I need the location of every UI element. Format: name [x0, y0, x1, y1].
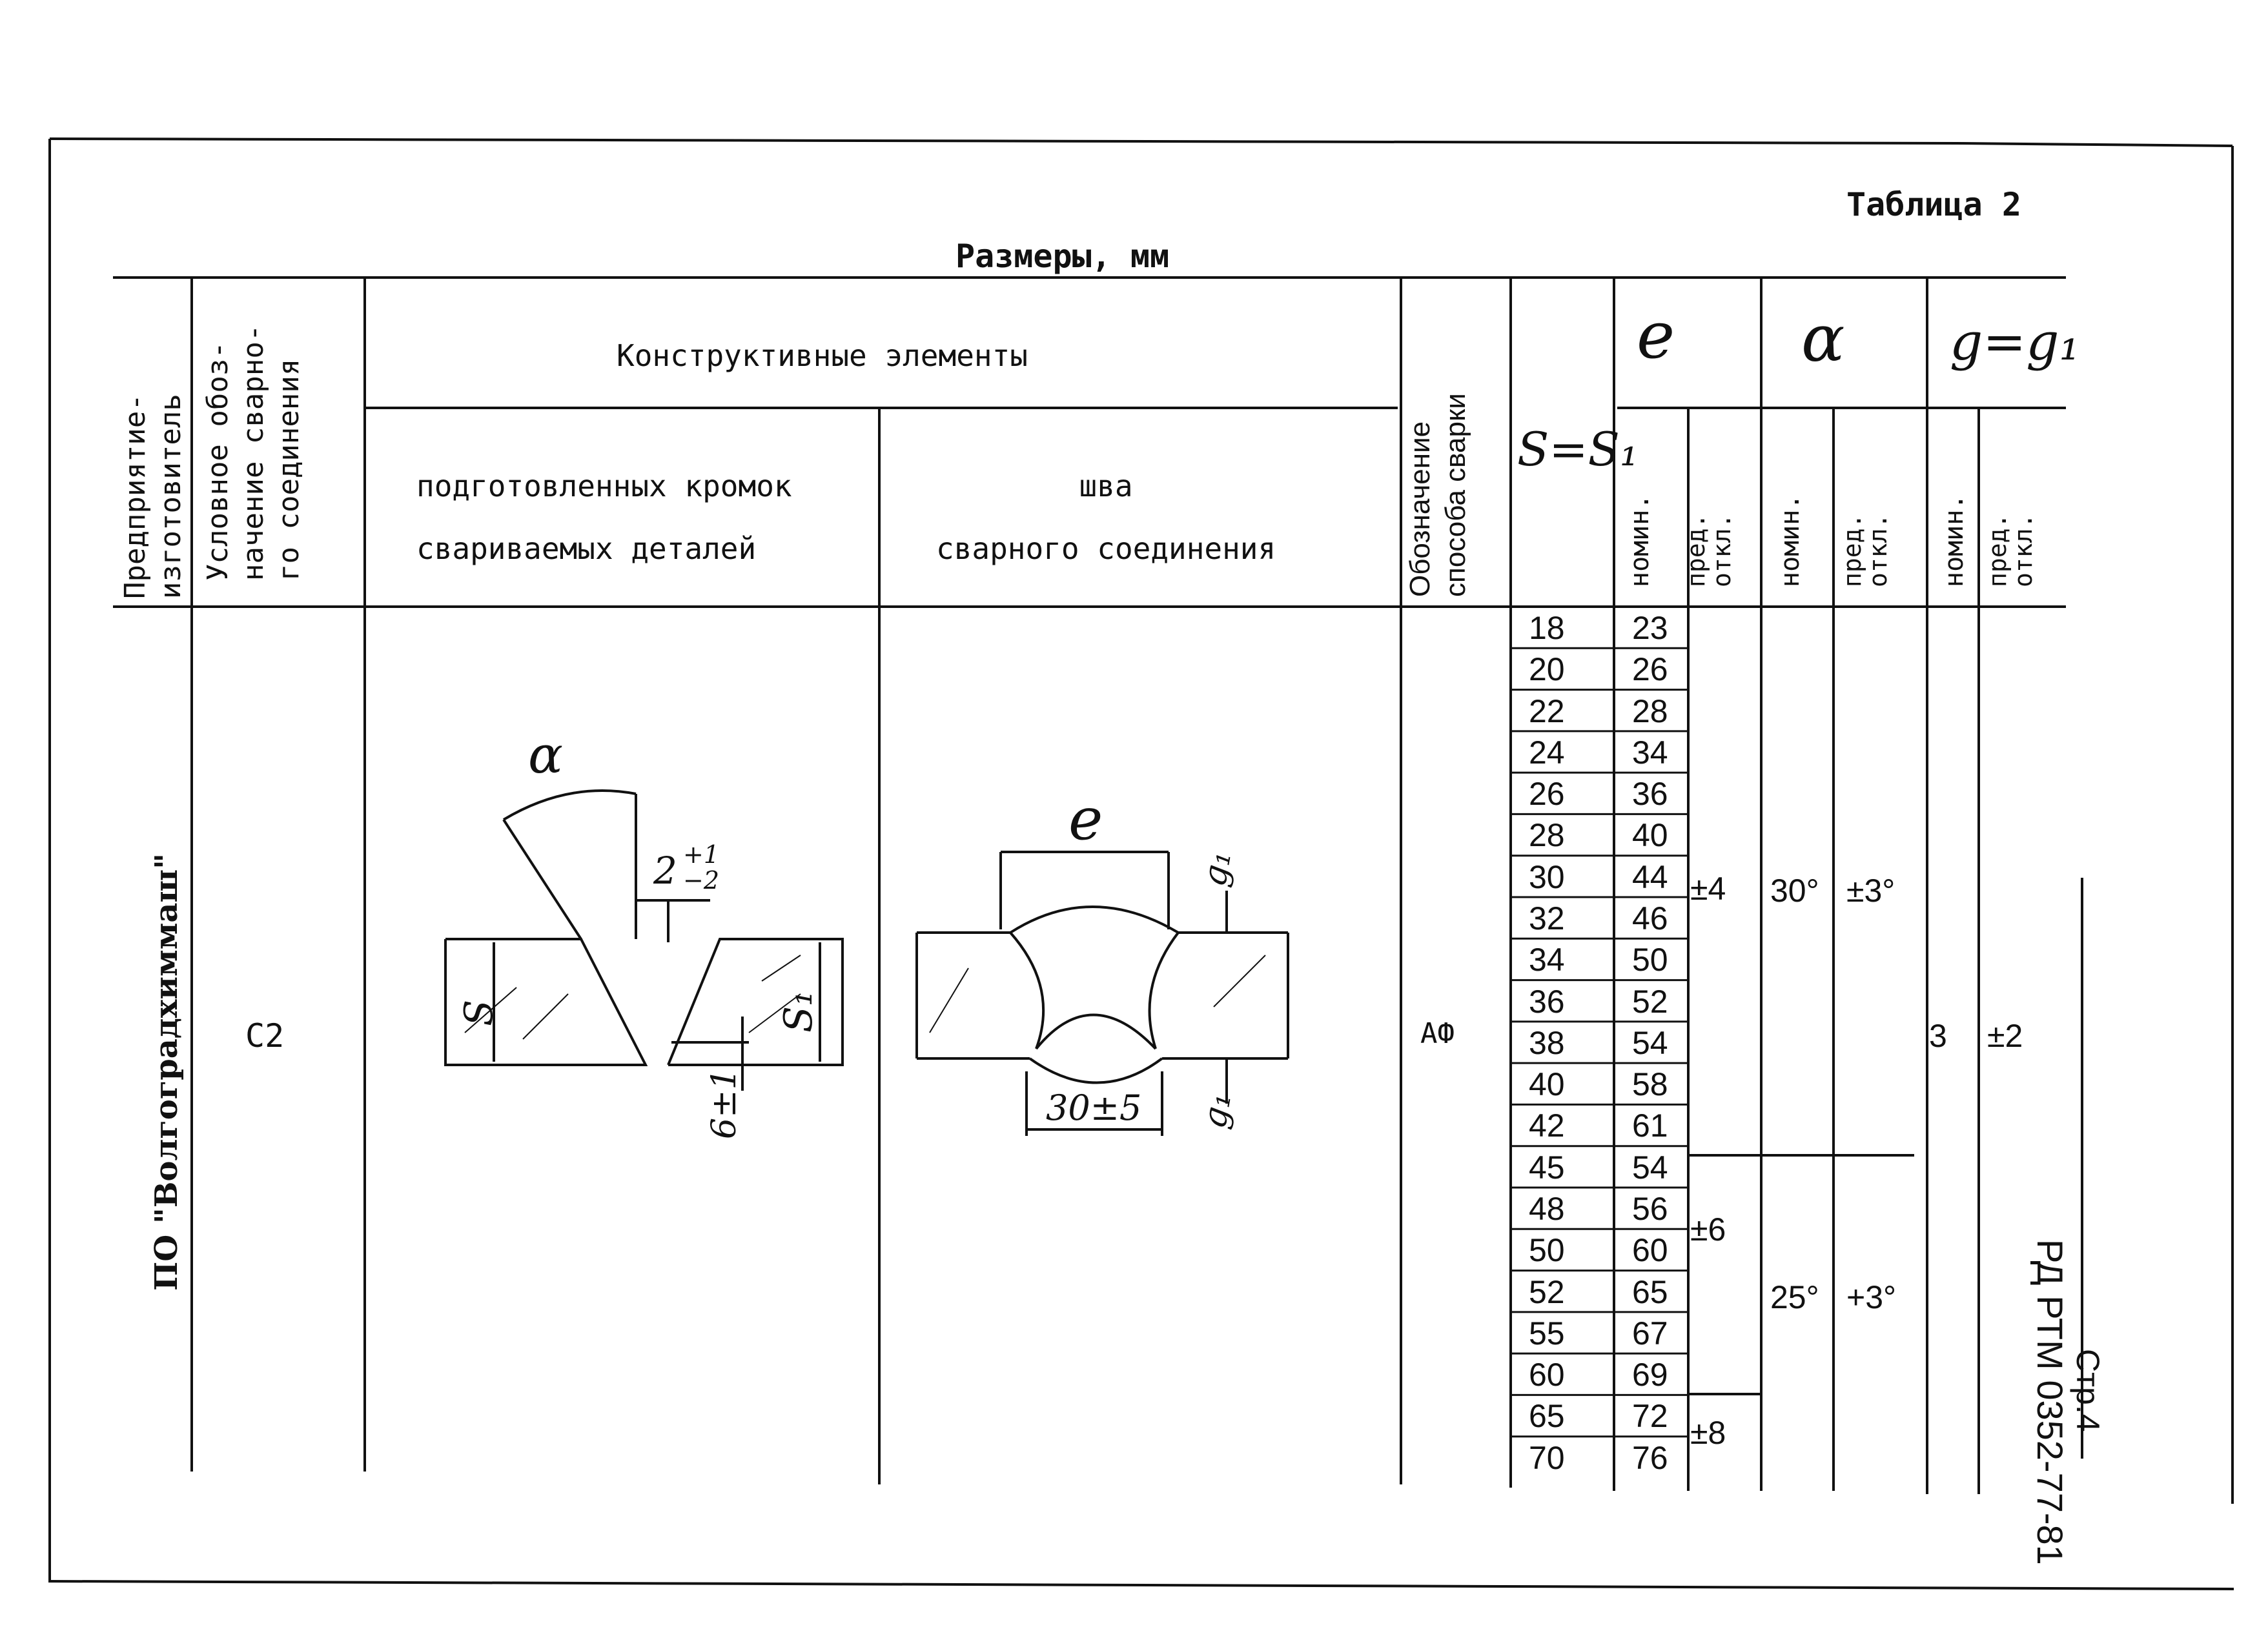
s-value: 48 — [1529, 1191, 1565, 1227]
header-welding-method: Обозначение способа сварки — [1404, 393, 1471, 597]
subheader-e-tolerance: пред. откл. — [1682, 513, 1736, 587]
e-value: 52 — [1632, 983, 1668, 1020]
s-value: 18 — [1529, 610, 1565, 646]
s-value: 50 — [1529, 1232, 1565, 1269]
table-label: Таблица 2 — [1846, 186, 2021, 223]
s-value: 60 — [1529, 1357, 1565, 1393]
e-value: 54 — [1632, 1024, 1668, 1061]
e-value: 50 — [1632, 942, 1668, 978]
g-nominal: 3 — [1929, 1018, 1947, 1054]
s-value: 32 — [1529, 900, 1565, 936]
e-tolerance-3: ±8 — [1690, 1415, 1726, 1451]
s-value: 30 — [1529, 858, 1565, 895]
header-alpha: α — [1801, 301, 1845, 376]
s-value: 40 — [1529, 1066, 1565, 1103]
subheader-e-nominal: номин. — [1625, 494, 1655, 587]
e-value: 28 — [1632, 693, 1668, 729]
e-value: 26 — [1632, 651, 1668, 688]
label-e: e — [1068, 785, 1103, 853]
s-value: 34 — [1529, 942, 1565, 978]
header-designation: Условное обоз- начение сварно- го соединения — [201, 324, 305, 581]
s-value: 26 — [1529, 776, 1565, 813]
s-value: 28 — [1529, 817, 1565, 854]
e-value: 44 — [1632, 858, 1668, 895]
subheader-g-tolerance: пред. откл. — [1983, 513, 2038, 587]
header-weld: шва сварного соединения — [936, 469, 1276, 566]
manufacturer-name: ПО "Волгоградхиммаш" — [148, 853, 185, 1291]
s-value: 42 — [1529, 1108, 1565, 1144]
e-value: 58 — [1632, 1066, 1668, 1103]
alpha-nominal-2: 25° — [1770, 1279, 1819, 1315]
edge-preparation-drawing — [445, 791, 843, 1091]
e-tolerance-2: ±6 — [1690, 1211, 1726, 1248]
subheader-alpha-nominal: номин. — [1775, 494, 1805, 587]
e-value: 76 — [1632, 1439, 1668, 1476]
welding-method: АФ — [1420, 1017, 1455, 1050]
label-s1: S₁ — [776, 990, 821, 1033]
e-value: 23 — [1632, 610, 1668, 646]
dimensions-caption: Размеры, мм — [955, 238, 1170, 275]
e-value: 36 — [1632, 776, 1668, 813]
e-value: 40 — [1632, 817, 1668, 854]
header-prepared-edges: подготовленных кромок свариваемых деталей — [416, 469, 792, 566]
label-alpha: α — [528, 725, 564, 785]
label-g-top: g₁ — [1194, 848, 1240, 889]
e-value: 67 — [1632, 1315, 1668, 1351]
e-value: 61 — [1632, 1108, 1668, 1144]
g-tolerance: ±2 — [1987, 1018, 2023, 1054]
alpha-tolerance-2: +3° — [1846, 1279, 1897, 1315]
header-e: e — [1637, 298, 1675, 373]
subheader-alpha-tolerance: пред. откл. — [1838, 513, 1892, 587]
label-gap-tol: +1 −2 — [683, 840, 720, 895]
label-g-bottom: g₁ — [1194, 1090, 1240, 1131]
header-g: g=g₁ — [1950, 312, 2080, 372]
e-value: 34 — [1632, 734, 1668, 771]
s-value: 52 — [1529, 1273, 1565, 1310]
document-code: РД РТМ 0352-77-81 — [2030, 1239, 2070, 1565]
s-value: 36 — [1529, 983, 1565, 1020]
alpha-tolerance-1: ±3° — [1846, 873, 1895, 909]
s-value: 70 — [1529, 1439, 1565, 1476]
e-value: 65 — [1632, 1273, 1668, 1310]
label-gap: 2 — [653, 849, 677, 893]
e-value: 56 — [1632, 1191, 1668, 1227]
e-value: 72 — [1632, 1398, 1668, 1435]
alpha-nominal-1: 30° — [1770, 873, 1819, 909]
header-s: S=S₁ — [1517, 422, 1639, 476]
s-value: 38 — [1529, 1024, 1565, 1061]
subheader-g-nominal: номин. — [1939, 494, 1969, 587]
header-constructive-elements: Конструктивные элементы — [617, 338, 1028, 373]
s-value: 22 — [1529, 693, 1565, 729]
label-six: 6±1 — [705, 1068, 744, 1139]
s-value: 55 — [1529, 1315, 1565, 1351]
e-tolerance-1: ±4 — [1690, 871, 1726, 907]
e-value: 69 — [1632, 1357, 1668, 1393]
label-root: 30±5 — [1046, 1088, 1142, 1128]
e-value: 46 — [1632, 900, 1668, 936]
e-value: 54 — [1632, 1149, 1668, 1186]
header-manufacturer: Предприятие- изготовитель — [119, 394, 187, 599]
label-s: S — [456, 999, 502, 1026]
e-value: 60 — [1632, 1232, 1668, 1269]
joint-designation: С2 — [245, 1017, 285, 1055]
s-value: 24 — [1529, 734, 1565, 771]
s-value: 20 — [1529, 651, 1565, 688]
page-number: Стр.4 — [2070, 1349, 2106, 1432]
s-value: 45 — [1529, 1149, 1565, 1186]
s-value: 65 — [1529, 1398, 1565, 1435]
